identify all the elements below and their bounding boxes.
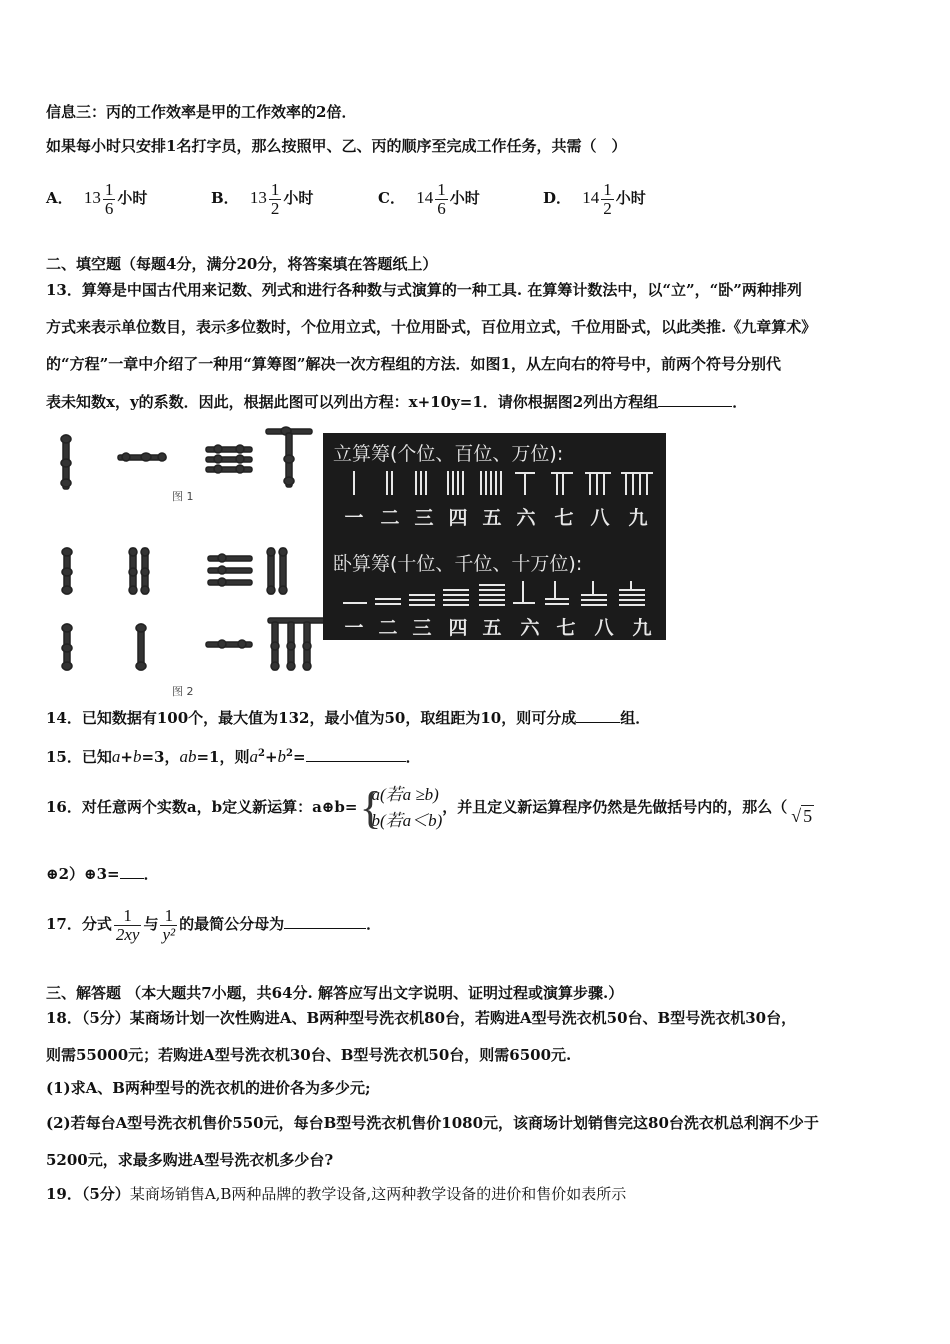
q16-post: ，并且定义新运算程序仍然是先做括号内的，那么（ bbox=[442, 798, 788, 816]
numeral: 四 bbox=[448, 617, 468, 639]
q17-post: 的最简公分母为 bbox=[179, 915, 285, 933]
numeral: 六 bbox=[516, 507, 536, 529]
q17 bbox=[46, 898, 381, 950]
q16-line2 bbox=[46, 864, 159, 884]
q18-part1: (1)求A、B两种型号的洗衣机的进价各为多少元; bbox=[46, 1079, 371, 1097]
cross-rod bbox=[266, 427, 312, 487]
numeral: 七 bbox=[556, 617, 576, 639]
q13-line4 bbox=[46, 392, 747, 412]
horizontal-rod bbox=[118, 453, 166, 461]
info-three: 信息三：丙的工作效率是甲的工作效率的2倍． bbox=[46, 103, 357, 121]
answer-blank[interactable] bbox=[306, 747, 406, 762]
q18-part2-line2: 5200元，求最多购进A型号洗衣机多少台? bbox=[46, 1151, 334, 1169]
var-b: b bbox=[132, 747, 142, 766]
numeral: 八 bbox=[590, 507, 610, 529]
option-a[interactable] bbox=[46, 176, 147, 220]
q15-eq3: =3， bbox=[141, 748, 180, 766]
figure-2-caption: 图 2 bbox=[172, 685, 194, 698]
q16-end: ． bbox=[143, 865, 159, 883]
figure-2-rods bbox=[46, 538, 326, 678]
numeral: 八 bbox=[594, 617, 614, 639]
option-unit: 小时 bbox=[283, 189, 314, 207]
q13-line2: 方式来表示单位数目，表示多位数时，个位用立式，十位用卧式，百位用立式，千位用卧式，以此类推.《九章算术》 bbox=[46, 318, 817, 336]
plus: + bbox=[264, 748, 278, 766]
answer-blank[interactable] bbox=[658, 392, 732, 407]
chart-title-horizontal: 卧算筹(十位、千位、十万位): bbox=[333, 553, 583, 575]
option-d[interactable] bbox=[543, 176, 646, 220]
vertical-rod bbox=[136, 624, 146, 670]
option-fraction: $\frac{1}{2}$ bbox=[603, 179, 612, 218]
q17-end: ． bbox=[366, 915, 382, 933]
vertical-rod bbox=[61, 435, 71, 489]
numeral: 九 bbox=[632, 617, 652, 639]
q16-line2-text: ⊕2）⊕3= bbox=[46, 865, 120, 883]
numeral: 三 bbox=[412, 617, 432, 639]
numeral: 一 bbox=[344, 617, 364, 639]
q15 bbox=[46, 744, 421, 767]
vertical-rod-symbols bbox=[323, 467, 666, 499]
exponent: 2 bbox=[257, 748, 265, 759]
answer-blank[interactable] bbox=[576, 708, 620, 723]
exponent: 2 bbox=[286, 748, 293, 759]
option-unit: 小时 bbox=[117, 189, 148, 207]
numeral: 五 bbox=[482, 617, 502, 639]
question-intro: 如果每小时只安排1名打字员，那么按照甲、乙、丙的顺序至完成工作任务，共需（ ） bbox=[46, 137, 627, 155]
horizontal-rod bbox=[206, 640, 252, 648]
option-c[interactable] bbox=[378, 176, 480, 220]
option-fraction: $\frac{1}{6}$ bbox=[437, 179, 446, 218]
case-one: a(若a ≥b) bbox=[371, 785, 439, 804]
section-three-heading: 三、解答题 （本大题共7小题，共64分. 解答应写出文字说明、证明过程或演算步骤.） bbox=[46, 984, 624, 1002]
option-letter: C． bbox=[378, 189, 405, 207]
option-unit: 小时 bbox=[615, 189, 646, 207]
plus: + bbox=[120, 748, 133, 766]
option-letter: A． bbox=[46, 189, 73, 207]
vertical-rod bbox=[62, 548, 72, 594]
var-b: b bbox=[277, 747, 287, 766]
numeral: 一 bbox=[344, 507, 364, 529]
option-unit: 小时 bbox=[449, 189, 480, 207]
chart-title-vertical: 立算筹(个位、百位、万位): bbox=[333, 443, 564, 465]
option-whole: 13 bbox=[249, 188, 267, 207]
option-b[interactable] bbox=[211, 176, 313, 220]
three-horizontal-rods bbox=[206, 445, 252, 473]
numeral: 三 bbox=[414, 507, 434, 529]
q13-text: 表未知数x，y的系数．因此，根据此图可以列出方程：x+10y=1．请你根据图2列出方程组 bbox=[46, 393, 659, 411]
two-vertical-rods bbox=[129, 548, 149, 594]
counting-rod-chart bbox=[323, 433, 666, 640]
q17-pre: 17．分式 bbox=[46, 915, 112, 933]
q19-pre: 19．（5分） bbox=[46, 1185, 130, 1203]
q13-end: ． bbox=[732, 393, 748, 411]
section-two-heading: 二、填空题（每题4分，满分20分，将答案填在答题纸上） bbox=[46, 255, 438, 273]
figure-1-caption: 图 1 bbox=[172, 490, 194, 503]
numeral: 二 bbox=[378, 617, 398, 639]
option-fraction: $\frac{1}{2}$ bbox=[270, 179, 280, 218]
q18-part2-line1: (2)若每台A型号洗衣机售价550元，每台B型号洗衣机售价1080元，该商场计划销售完这80台洗衣机总利润不少于 bbox=[46, 1114, 819, 1132]
horizontal-rod-symbols bbox=[323, 579, 666, 609]
numeral: 二 bbox=[380, 507, 400, 529]
numeral: 四 bbox=[448, 507, 468, 529]
q18-line2: 则需55000元；若购进A型号洗衣机30台、B型号洗衣机50台，则需6500元. bbox=[46, 1046, 572, 1064]
q19 bbox=[46, 1184, 626, 1204]
q15-pre: 15．已知 bbox=[46, 748, 112, 766]
option-letter: B． bbox=[211, 189, 239, 207]
equals: = bbox=[293, 748, 306, 766]
q15-eq1: =1，则 bbox=[196, 748, 250, 766]
answer-blank[interactable] bbox=[120, 864, 144, 879]
option-whole: 14 bbox=[416, 188, 434, 207]
vertical-rod bbox=[62, 624, 72, 670]
numeral: 九 bbox=[628, 507, 648, 529]
answer-blank[interactable] bbox=[284, 914, 366, 929]
q13-line3: 的“方程”一章中介绍了一种用“算筹图”解决一次方程组的方法．如图1，从左向右的符号中，前两个符号分别代 bbox=[46, 355, 781, 373]
fraction-two: $\frac{1}{\text{y²}}$ bbox=[162, 905, 176, 944]
two-vertical-rods bbox=[267, 548, 287, 594]
numeral: 六 bbox=[520, 617, 540, 639]
q14 bbox=[46, 708, 650, 728]
three-horizontal-rods bbox=[208, 554, 252, 586]
q17-mid: 与 bbox=[143, 915, 159, 933]
var-a: a bbox=[111, 747, 121, 766]
q16-pre: 16．对任意两个实数a，b定义新运算：a⊕b= bbox=[46, 798, 358, 816]
option-letter: D． bbox=[543, 189, 572, 207]
q14-end: 组． bbox=[620, 709, 651, 727]
q19-text: 某商场销售A,B两种品牌的教学设备,这两种教学设备的进价和售价如表所示 bbox=[129, 1185, 627, 1203]
cross-and-vertical-rods bbox=[268, 618, 326, 670]
var-a: a bbox=[249, 747, 258, 766]
case-two: b(若a＜b) bbox=[371, 811, 443, 830]
numeral: 七 bbox=[554, 507, 574, 529]
option-fraction: $\frac{1}{6}$ bbox=[104, 179, 114, 218]
numeral: 五 bbox=[482, 507, 502, 529]
option-whole: 13 bbox=[83, 188, 101, 207]
q18-line1: 18．（5分）某商场计划一次性购进A、B两种型号洗衣机80台，若购进A型号洗衣机50台、B型号洗衣机30台， bbox=[46, 1009, 797, 1027]
fraction-one: $\frac{1}{2xy}$ bbox=[115, 905, 140, 944]
sqrt-five: √ 5 bbox=[791, 806, 813, 826]
q15-end: ． bbox=[405, 748, 421, 766]
piecewise-definition bbox=[359, 782, 442, 834]
q13-line1: 13．算筹是中国古代用来记数、列式和进行各种数与式演算的一种工具. 在算筹计数法中，以“立”，“卧”两种排列 bbox=[46, 281, 802, 299]
q16 bbox=[46, 776, 814, 836]
option-whole: 14 bbox=[582, 188, 600, 207]
brace-icon: { bbox=[359, 782, 382, 833]
q14-text: 14．已知数据有100个，最大值为132，最小值为50，取组距为10，则可分成 bbox=[46, 709, 577, 727]
var-ab: ab bbox=[179, 747, 197, 766]
